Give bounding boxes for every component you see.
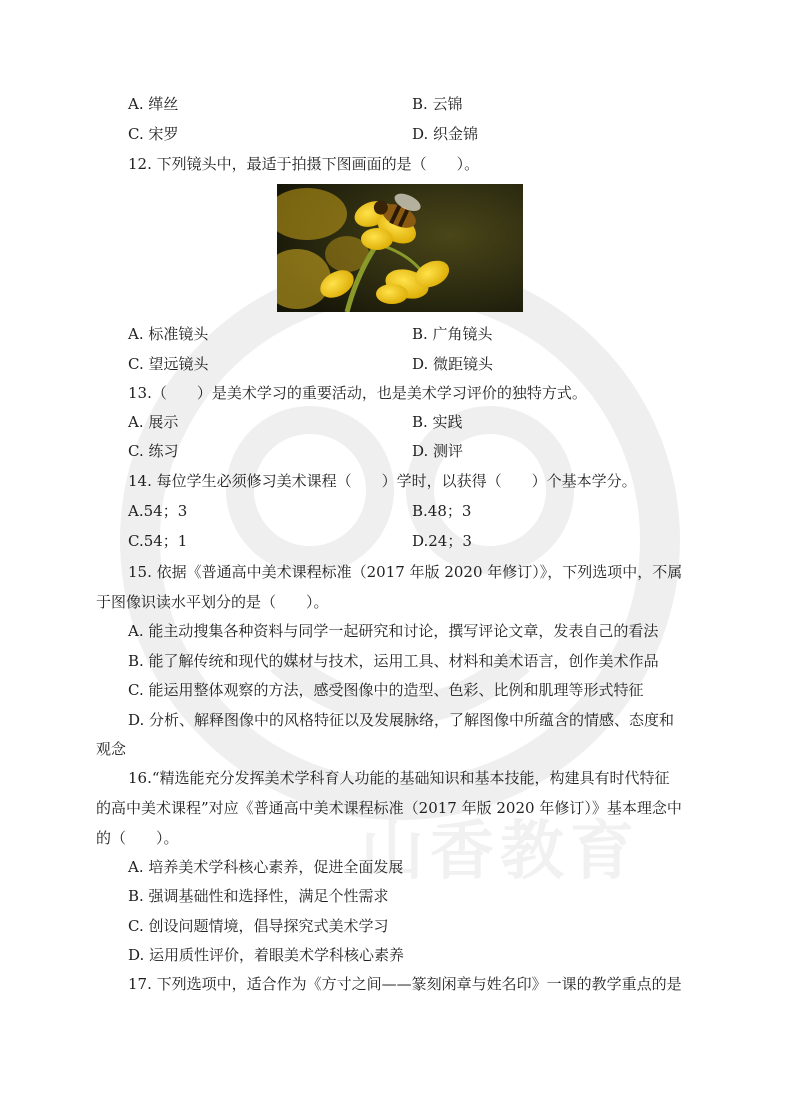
- q15-option-d-line2: 观念: [96, 740, 127, 758]
- q16-stem-line2: 的高中美术课程”对应《普通高中美术课程标准（2017 年版 2020 年修订）》基本理念中: [96, 799, 682, 817]
- q12-option-c: C. 望远镜头: [128, 355, 209, 373]
- q16-option-b: B. 强调基础性和选择性，满足个性需求: [128, 887, 389, 905]
- q13-stem: 13.（ ）是美术学习的重要活动，也是美术学习评价的独特方式。: [128, 384, 587, 402]
- q12-option-a: A. 标准镜头: [128, 325, 209, 343]
- q14-stem: 14. 每位学生必须修习美术课程（ ）学时，以获得（ ）个基本学分。: [128, 472, 637, 490]
- q13-option-c: C. 练习: [128, 442, 179, 460]
- watermark-text: 山香教育: [360, 815, 640, 889]
- q13-option-d: D. 测评: [412, 442, 464, 460]
- q14-option-b: B.48；3: [412, 502, 472, 520]
- q16-stem-line1: 16.“精选能充分发挥美术学科育人功能的基础知识和基本技能，构建具有时代特征: [128, 769, 670, 787]
- q11-option-c: C. 宋罗: [128, 125, 179, 143]
- q15-stem-line1: 15. 依据《普通高中美术课程标准（2017 年版 2020 年修订）》，下列选项中，不属: [128, 563, 683, 581]
- q15-option-d-line1: D. 分析、解释图像中的风格特征以及发展脉络，了解图像中所蕴含的情感、态度和: [128, 711, 675, 729]
- q15-option-b: B. 能了解传统和现代的媒材与技术，运用工具、材料和美术语言，创作美术作品: [128, 652, 659, 670]
- q13-option-a: A. 展示: [128, 413, 179, 431]
- q12-option-d: D. 微距镜头: [412, 355, 494, 373]
- q15-stem-line2: 于图像识读水平划分的是（ ）。: [96, 593, 329, 611]
- q14-option-c: C.54；1: [128, 532, 188, 550]
- q14-option-d: D.24；3: [412, 532, 472, 550]
- q14-option-a: A.54；3: [128, 502, 188, 520]
- q17-stem-line1: 17. 下列选项中，适合作为《方寸之间——篆刻闲章与姓名印》一课的教学重点的是: [128, 975, 682, 993]
- q13-option-b: B. 实践: [412, 413, 463, 431]
- q16-stem-line3: 的（ ）。: [96, 829, 179, 847]
- q11-option-a: A. 缂丝: [128, 95, 179, 113]
- q11-option-b: B. 云锦: [412, 95, 463, 113]
- q15-option-a: A. 能主动搜集各种资料与同学一起研究和讨论，撰写评论文章，发表自己的看法: [128, 622, 659, 640]
- q12-option-b: B. 广角镜头: [412, 325, 493, 343]
- q16-option-d: D. 运用质性评价，着眼美术学科核心素养: [128, 946, 405, 964]
- q16-option-a: A. 培养美术学科核心素养，促进全面发展: [128, 858, 404, 876]
- bee-on-yellow-flower-image: [277, 184, 523, 312]
- q12-stem: 12. 下列镜头中，最适于拍摄下图画面的是（ ）。: [128, 155, 480, 173]
- q15-option-c: C. 能运用整体观察的方法，感受图像中的造型、色彩、比例和肌理等形式特征: [128, 681, 644, 699]
- q16-option-c: C. 创设问题情境，倡导探究式美术学习: [128, 917, 389, 935]
- q11-option-d: D. 织金锦: [412, 125, 479, 143]
